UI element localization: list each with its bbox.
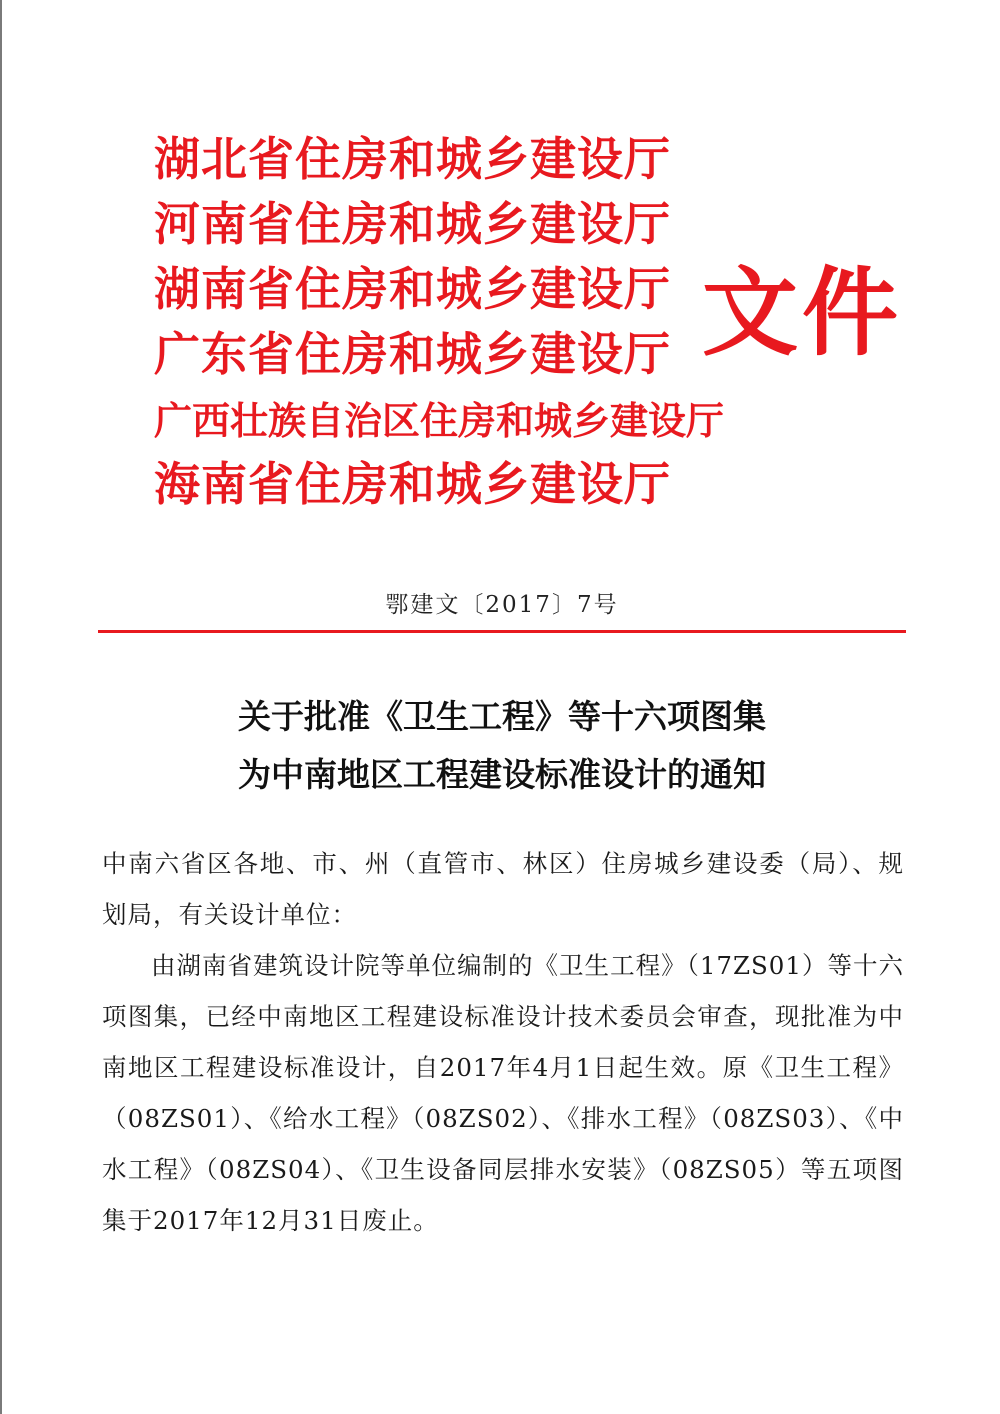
issuer-hunan: 湖南省住房和城乡建设厅 [154,262,671,316]
salutation: 中南六省区各地、市、州（直管市、林区）住房城乡建设委（局）、规划局，有关设计单位： [102,849,904,929]
issuer-hubei: 湖北省住房和城乡建设厅 [154,132,671,186]
red-divider [98,630,906,633]
notice-title-line-1: 关于批准《卫生工程》等十六项图集 [238,697,766,736]
issuer-list [154,130,724,520]
red-header [154,130,902,511]
notice-body [102,838,904,1246]
document-number: 鄂建文〔2017〕7号 [385,592,619,618]
document-word: 文件 [702,256,902,369]
issuer-henan: 河南省住房和城乡建设厅 [154,197,671,251]
issuer-hainan: 海南省住房和城乡建设厅 [154,457,671,511]
notice-title [2,688,1000,804]
notice-title-line-2: 为中南地区工程建设标准设计的通知 [238,755,766,794]
body-paragraph: 由湖南省建筑设计院等单位编制的《卫生工程》（17ZS01）等十六项图集，已经中南地区工程建设标准设计技术委员会审查，现批准为中南地区工程建设标准设计，自2017年4月1日起生效。原《卫生工程》（08ZS01）、《给水工程》（08ZS02）、《排水工程》（08ZS03）、《中水工程》（08ZS04）、《卫生设备同层排水安装》（08ZS05）等五项图集于2017年12月31日废止。 [102,951,904,1235]
issuer-guangxi: 广西壮族自治区住房和城乡建设厅 [154,398,725,443]
issuer-guangdong: 广东省住房和城乡建设厅 [154,327,671,381]
